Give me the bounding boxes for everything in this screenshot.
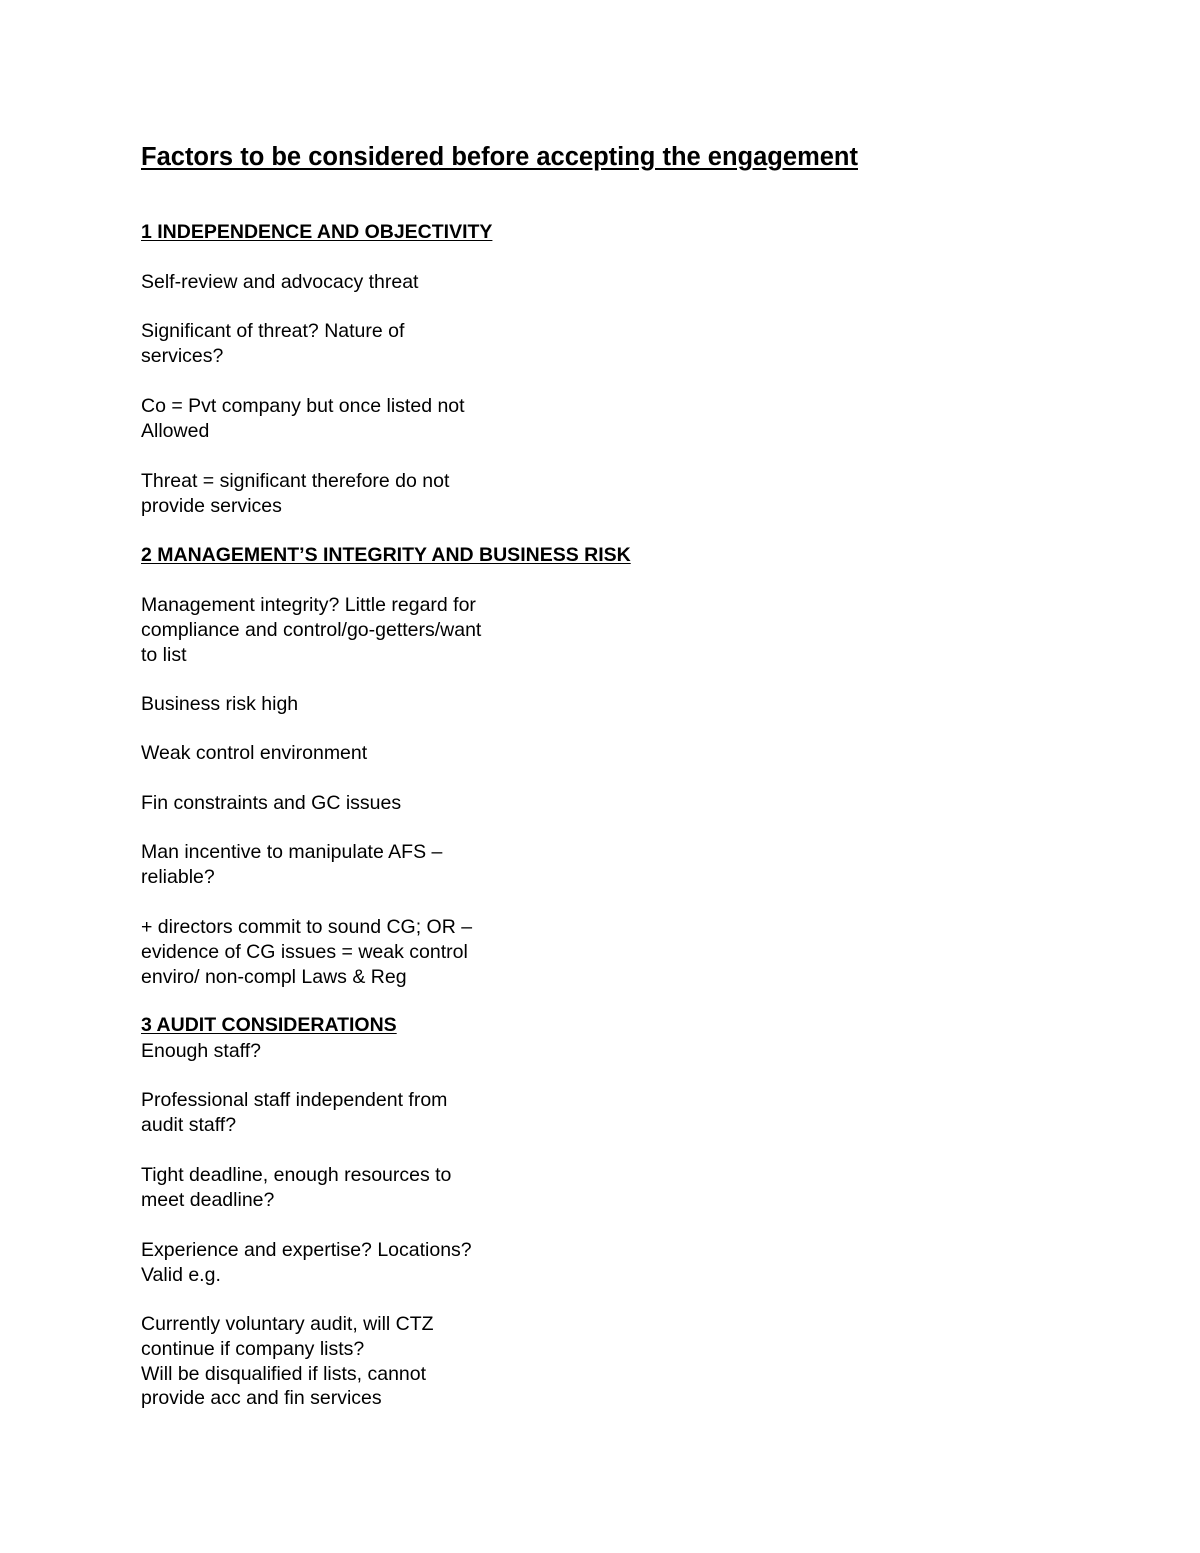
paragraph: Weak control environment xyxy=(141,742,368,764)
paragraph: + directors commit to sound CG; OR – evidence of CG issues = weak control enviro/ non-compl Laws & Reg xyxy=(141,916,473,988)
paragraph: Significant of threat? Nature of services? xyxy=(141,320,405,367)
paragraph: Currently voluntary audit, will CTZ continue if company lists? Will be disqualified if lists, cannot provide acc and fin services xyxy=(141,1313,434,1410)
paragraph: Fin constraints and GC issues xyxy=(141,792,402,814)
section-heading-audit-considerations: 3 AUDIT CONSIDERATIONS xyxy=(141,1014,397,1036)
paragraph: Experience and expertise? Locations? Valid e.g. xyxy=(141,1239,472,1286)
paragraph: Professional staff independent from audit staff? xyxy=(141,1089,448,1136)
paragraph: Man incentive to manipulate AFS – reliable? xyxy=(141,841,443,888)
paragraph: Management integrity? Little regard for compliance and control/go-getters/want to list xyxy=(141,594,482,666)
section-heading-management-integrity: 2 MANAGEMENT’S INTEGRITY AND BUSINESS RISK xyxy=(141,544,631,566)
paragraph: Self-review and advocacy threat xyxy=(141,271,419,293)
paragraph: Enough staff? xyxy=(141,1040,261,1062)
paragraph: Business risk high xyxy=(141,693,299,715)
paragraph: Co = Pvt company but once listed not Allowed xyxy=(141,395,465,442)
document-title: Factors to be considered before accepting the engagement xyxy=(141,143,858,171)
paragraph: Threat = significant therefore do not provide services xyxy=(141,470,450,517)
section-heading-independence: 1 INDEPENDENCE AND OBJECTIVITY xyxy=(141,221,493,243)
paragraph: Tight deadline, enough resources to meet deadline? xyxy=(141,1164,452,1211)
